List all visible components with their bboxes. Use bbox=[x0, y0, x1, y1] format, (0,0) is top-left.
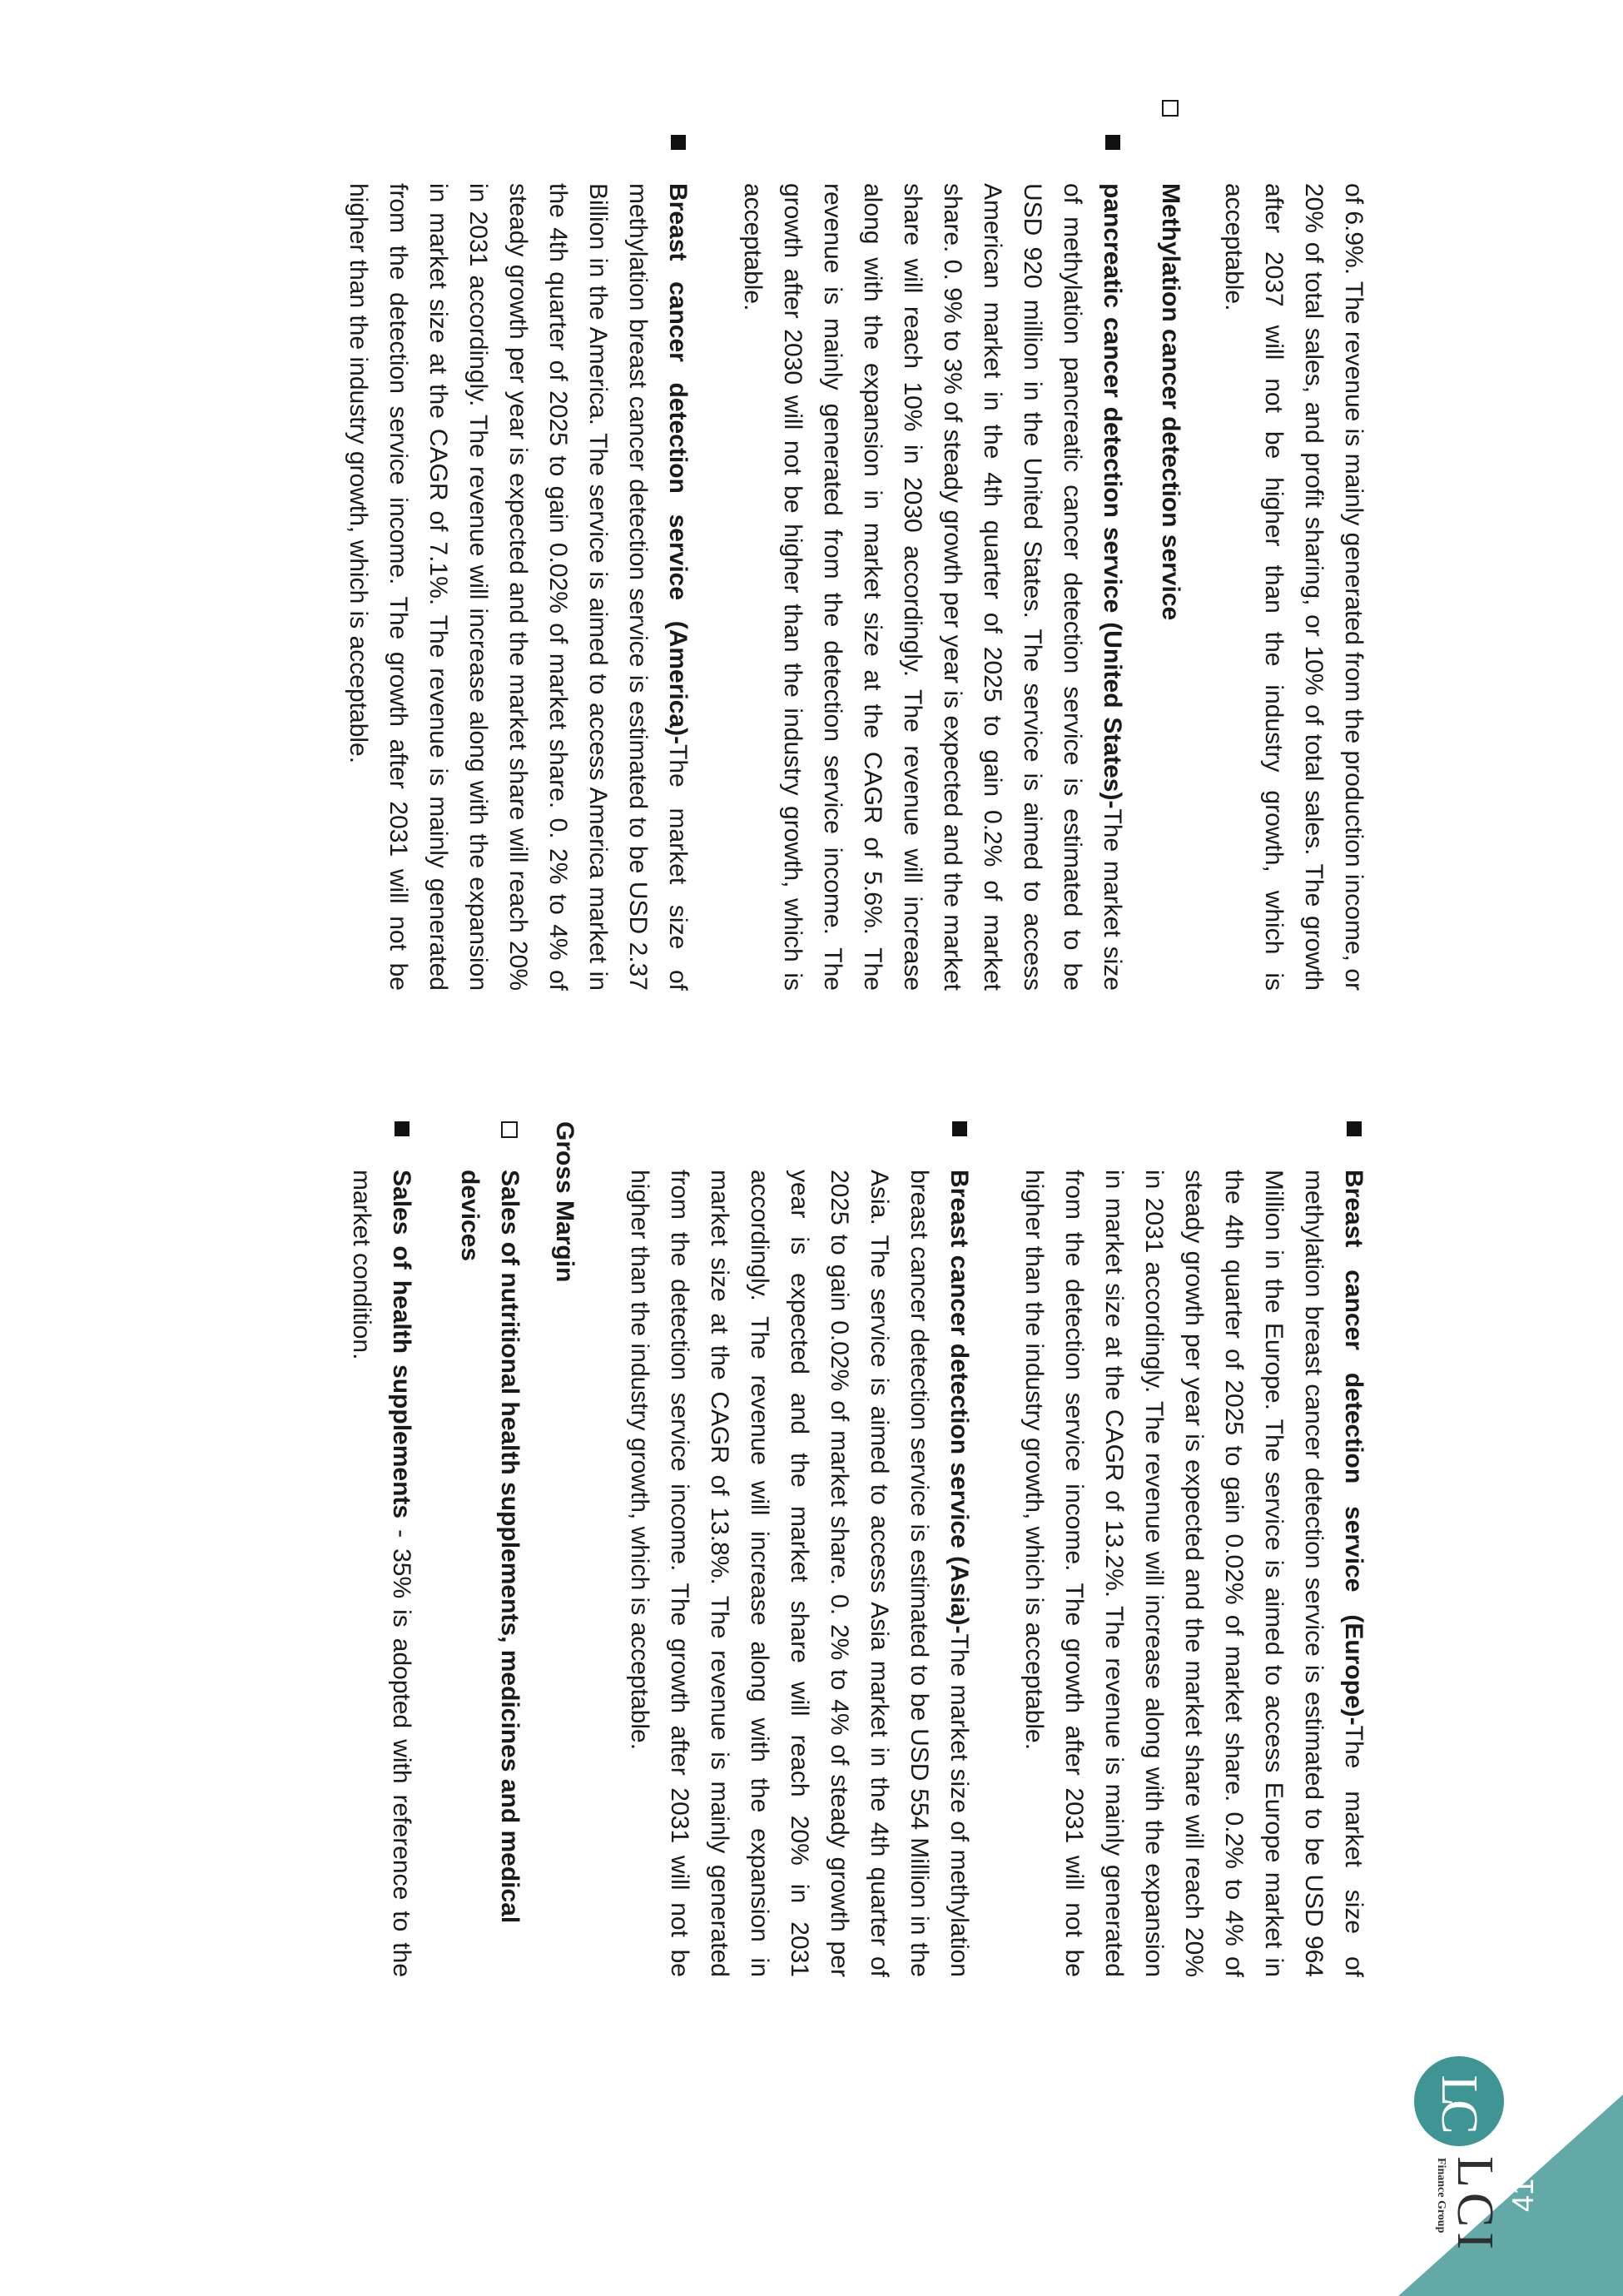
intro-paragraph: of 6.9%. The revenue is mainly generated from the production income, or 20% of total sales, and profit sharing, or 10% of total sales. The growth after 2037 will not be higher than the industry growth, which is acceptable. bbox=[1220, 183, 1367, 991]
square-bullet-icon bbox=[671, 135, 686, 150]
section-title: Methylation cancer detection service bbox=[1157, 183, 1184, 621]
list-item bbox=[341, 1170, 421, 1977]
logo-wordmark: LCI bbox=[1447, 2156, 1503, 2254]
gross-margin-heading: Gross Margin bbox=[551, 1121, 578, 1283]
bullet-text: The market size of methylation pancreatic cancer detection service is estimated to be USD 920 million in the United States. The service is aimed to access American market in the 4th quarter of 2025 to gain 0.2% of market share. 0. 9% to 3% of steady growth per year is expected and the market share will reach 10% in 2030 accordingly. The revenue will increase along with the expansion in market size at the CAGR of 5.6%. The revenue is mainly generated from the detection service income. The growth after 2030 will not be higher than the industry growth, which is acceptable. bbox=[739, 183, 1126, 991]
bullet-text: The market size of methylation breast cancer detection service is estimated to be USD 964 Million in the Europe. The service is aimed to access Europe market in the 4th quarter of 2025 to gain 0.02% of market share. 0.2% to 4% of steady growth per year is expected and the market share will reach 20% in 2031 accordingly. The revenue will increase along with the expansion in market size at the CAGR of 13.2%. The revenue is mainly generated from the detection service income. The growth after 2031 will not be higher than the industry growth, which is acceptable. bbox=[1020, 1170, 1367, 1977]
subsection-heading bbox=[449, 1170, 529, 1977]
section-heading bbox=[1150, 183, 1190, 991]
bullet-title: pancreatic cancer detection service (United States)- bbox=[1099, 183, 1126, 809]
page-number: 41 bbox=[1506, 2178, 1540, 2213]
list-item bbox=[732, 183, 1132, 991]
list-item bbox=[338, 183, 697, 991]
square-bullet-icon bbox=[1105, 135, 1120, 150]
square-bullet-icon bbox=[1347, 1121, 1362, 1136]
right-column bbox=[306, 1121, 1373, 1977]
bullet-title: Breast cancer detection service (Europe)- bbox=[1340, 1170, 1367, 1726]
bullet-title: Breast cancer detection service (America)- bbox=[664, 183, 692, 745]
subsection-title: Sales of nutritional health supplements, medicines and medical devices bbox=[456, 1170, 524, 1924]
bullet-title: Breast cancer detection service (Asia)- bbox=[946, 1170, 973, 1634]
left-column bbox=[303, 183, 1373, 991]
company-logo bbox=[1394, 2056, 1511, 2273]
bullet-text: The market size of methylation breast cancer detection service is estimated to be USD 2.37 Billion in the America. The service is aimed to access America market in the 4th quarter of 2025 to gain 0.02% of market share. 0. 2% to 4% of steady growth per year is expected and the market share will reach 20% in 2031 accordingly. The revenue will increase along with the expansion in market size at the CAGR of 7.1%. The revenue is mainly generated from the detection service income. The growth after 2031 will not be higher than the industry growth, which is acceptable. bbox=[345, 183, 692, 991]
square-bullet-icon bbox=[395, 1121, 409, 1136]
logo-subtitle: Finance Group bbox=[1435, 2158, 1447, 2234]
list-item bbox=[1014, 1170, 1373, 1977]
logo-monogram: L​C bbox=[1431, 2075, 1488, 2128]
checkbox-icon bbox=[501, 1121, 518, 1138]
square-bullet-icon bbox=[952, 1121, 967, 1136]
bullet-text: - 35% is adopted with reference to the market condition. bbox=[348, 1170, 415, 1977]
bullet-text: The market size of methylation breast cancer detection service is estimated to be USD 554 Million in the Asia. The service is aimed to access Asia market in the 4th quarter of 2025 to gain 0.02% of market share. 0. 2% to 4% of steady growth per year is expected and the market share will reach 20% in 2031 accordingly. The revenue will increase along with the expansion in market size at the CAGR of 13.8%. The revenue is mainly generated from the detection service income. The growth after 2031 will not be higher than the industry growth, which is acceptable. bbox=[626, 1170, 973, 1977]
bullet-title: Sales of health supplements bbox=[388, 1170, 415, 1519]
checkbox-icon bbox=[1162, 100, 1179, 117]
list-item bbox=[619, 1170, 979, 1977]
